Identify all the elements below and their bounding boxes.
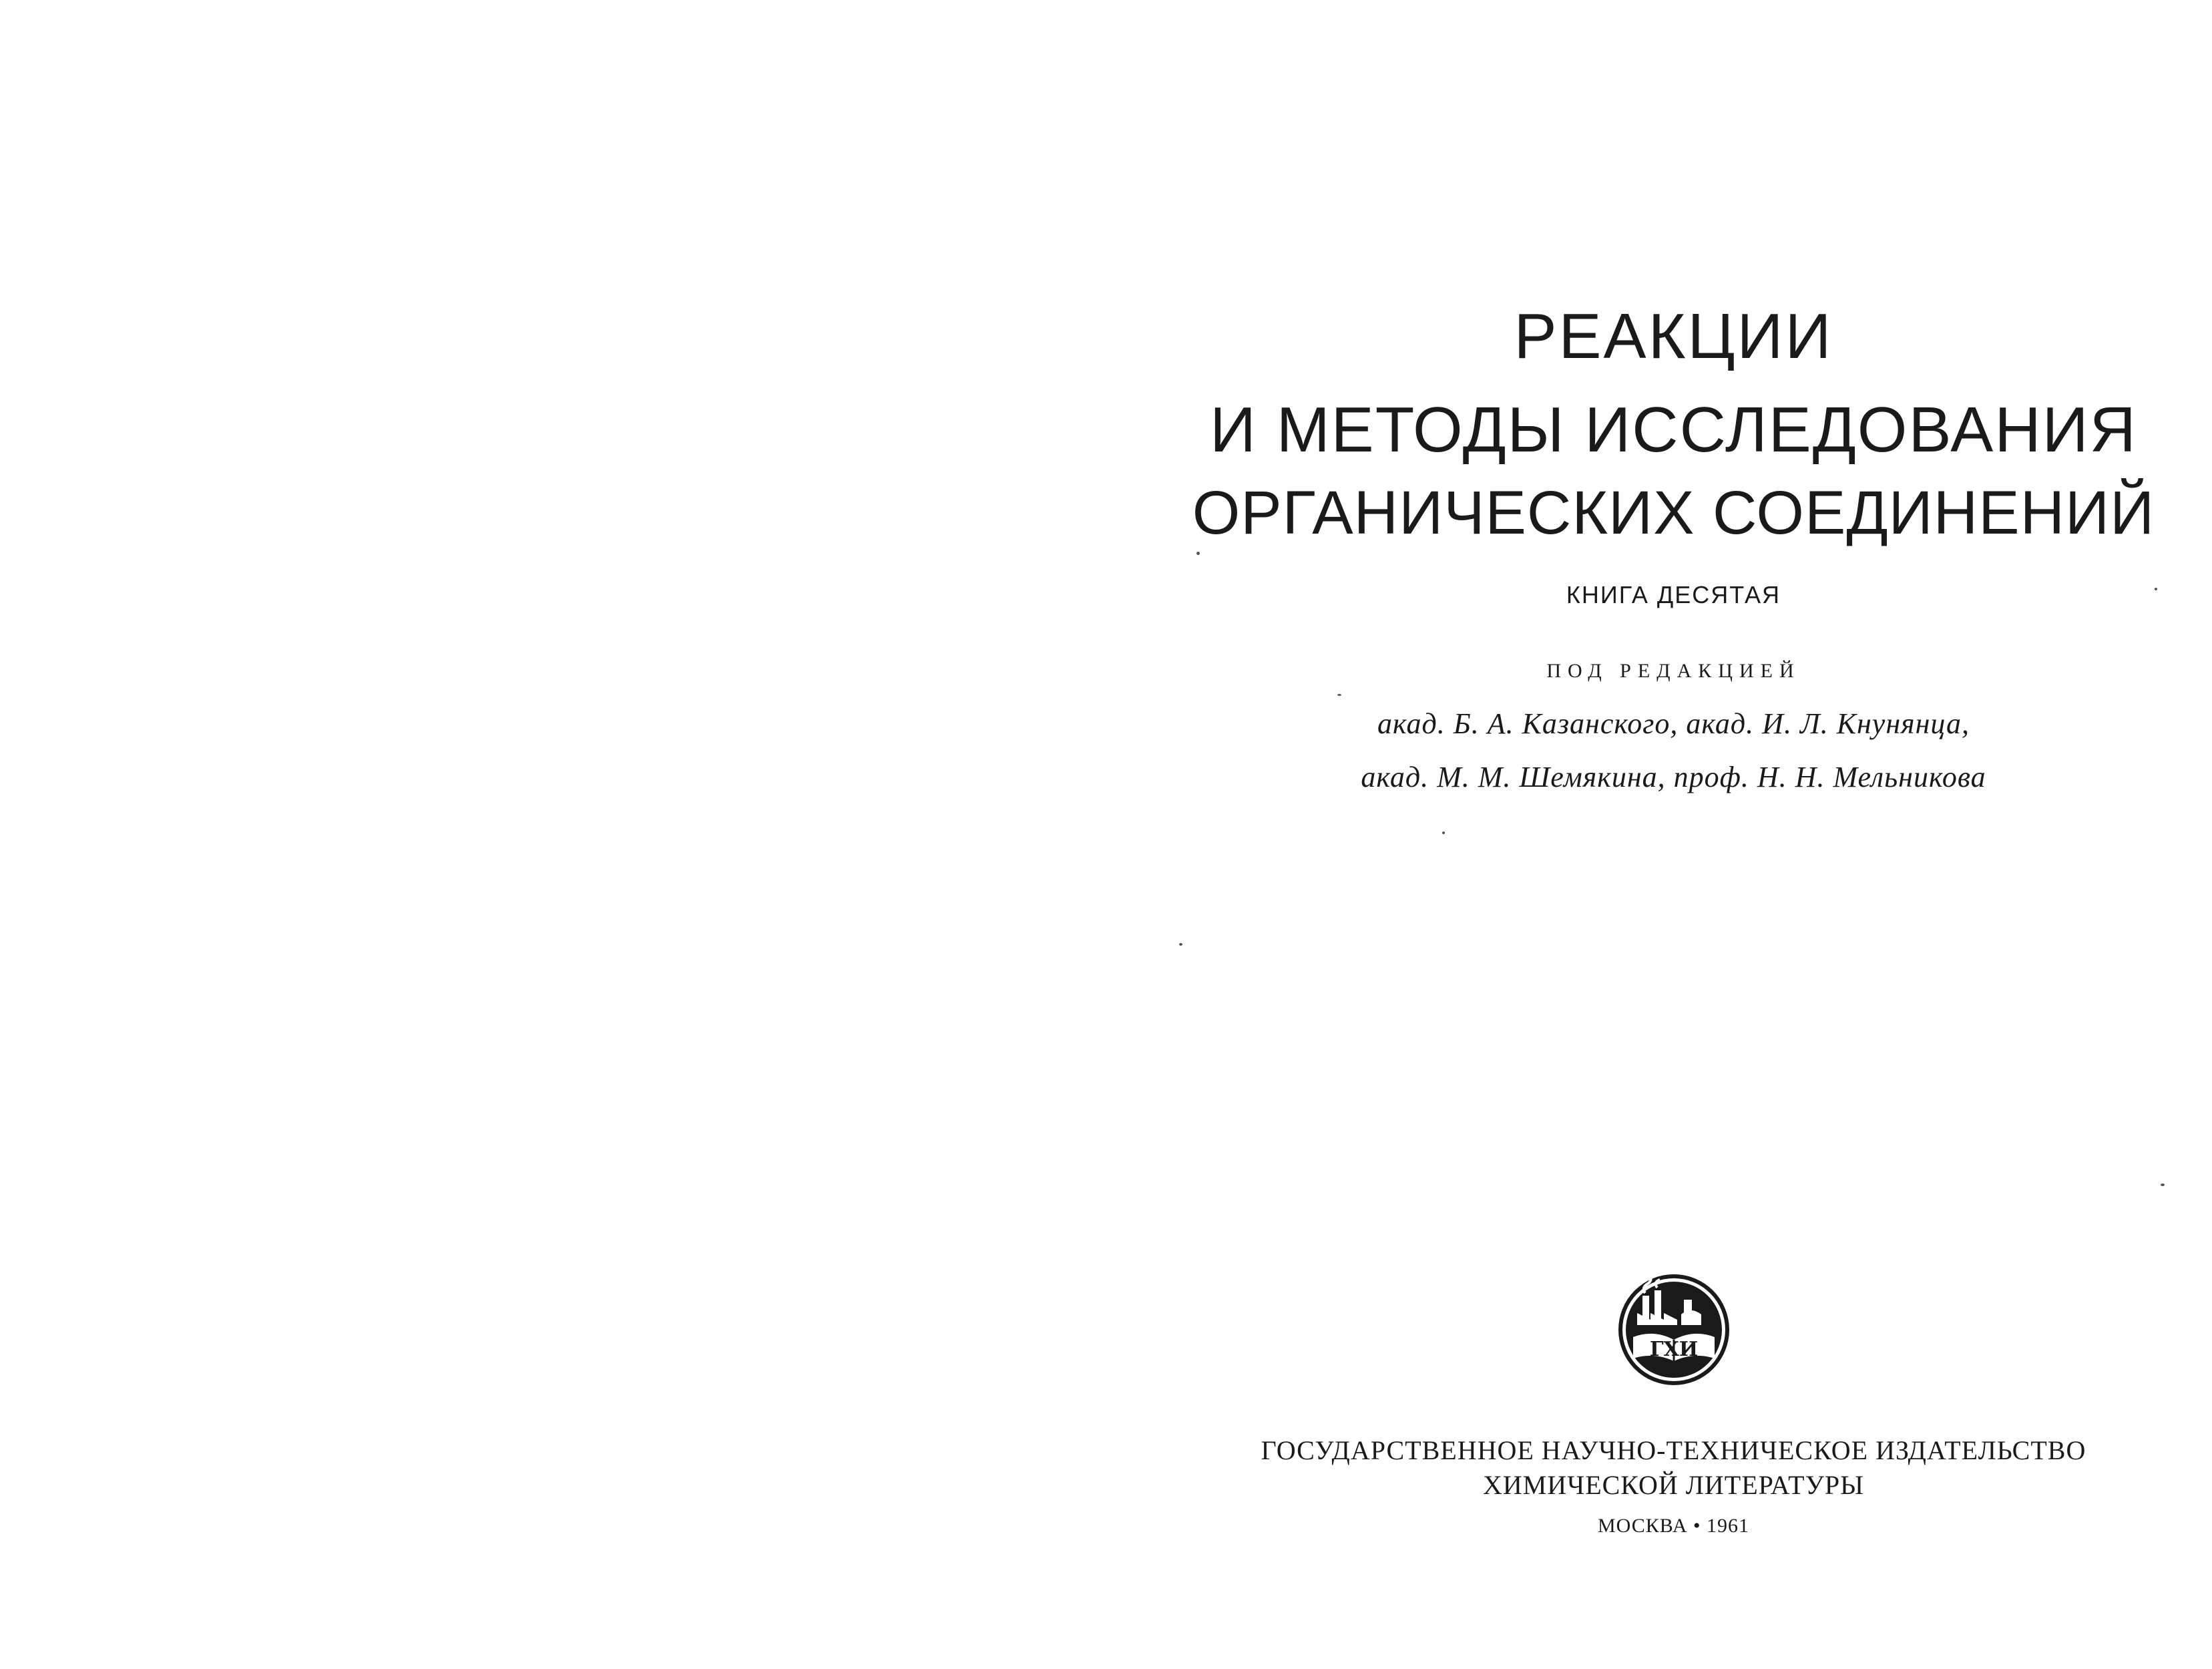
title-page — [1135, 0, 2212, 1669]
scan-speck — [1337, 694, 1341, 696]
scan-speck — [1442, 831, 1445, 834]
publisher-line-2: ХИМИЧЕСКОЙ ЛИТЕРАТУРЫ — [1482, 1470, 1865, 1500]
title-line-2: И МЕТОДЫ ИССЛЕДОВАНИЯ — [1210, 394, 2137, 466]
imprint-city: МОСКВА — [1597, 1515, 1688, 1537]
title-line-3: ОРГАНИЧЕСКИХ СОЕДИНЕНИЙ — [1192, 479, 2155, 547]
imprint-city-year — [1135, 1515, 2212, 1537]
editors-line-2: акад. М. М. Шемякина, проф. Н. Н. Мельникова — [1361, 761, 1986, 793]
scan-speck — [1196, 552, 1200, 555]
imprint-year: 1961 — [1707, 1515, 1750, 1537]
scan-speck — [2155, 588, 2157, 590]
publisher-line-1: ГОСУДАРСТВЕННОЕ НАУЧНО-ТЕХНИЧЕСКОЕ ИЗДАТЕЛЬСТВО — [1261, 1435, 2086, 1465]
emblem-text: ГХИ — [1649, 1338, 1698, 1361]
publisher-emblem-icon — [1617, 1273, 1731, 1386]
editor-caption: ПОД РЕДАКЦИЕЙ — [1546, 660, 1801, 682]
title-line-1: РЕАКЦИИ — [1514, 301, 1833, 372]
scan-speck — [1179, 943, 1182, 946]
scan-speck — [2161, 1183, 2165, 1186]
editors-line-1: акад. Б. А. Казанского, акад. И. Л. Кнунянца, — [1377, 707, 1970, 740]
book-number: КНИГА ДЕСЯТАЯ — [1566, 581, 1781, 608]
publisher-emblem — [1135, 1273, 2212, 1390]
imprint-separator: • — [1693, 1515, 1701, 1537]
